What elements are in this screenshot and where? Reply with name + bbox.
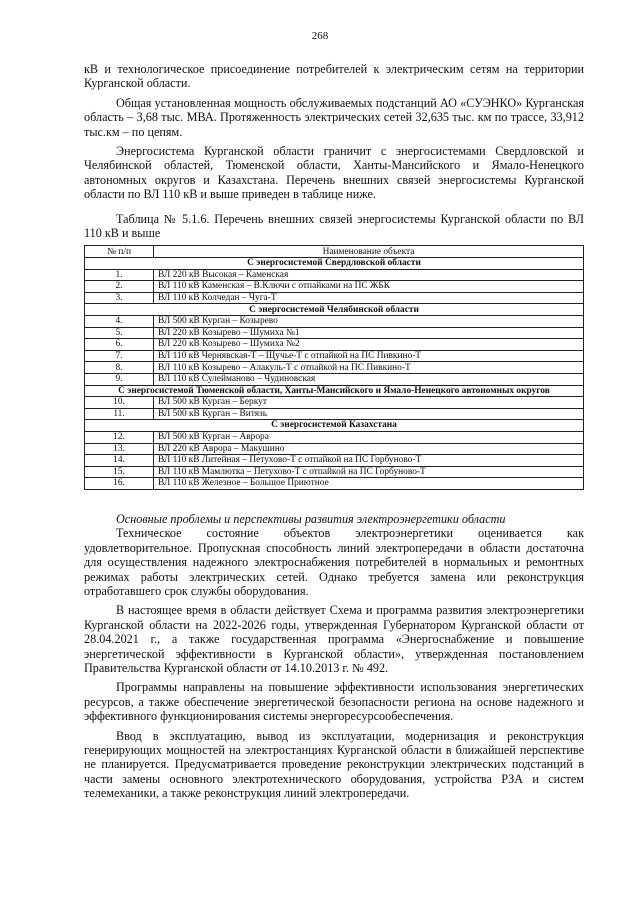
object-name: ВЛ 220 кВ Козырево – Шумиха №1 bbox=[154, 327, 584, 339]
object-name: ВЛ 110 кВ Железное – Большое Приютное bbox=[154, 478, 584, 490]
row-number: 3. bbox=[85, 292, 154, 304]
table-body bbox=[85, 258, 584, 490]
row-number: 15. bbox=[85, 466, 154, 478]
table-row bbox=[85, 362, 584, 374]
header-number: № п/п bbox=[85, 246, 154, 258]
row-number: 5. bbox=[85, 327, 154, 339]
object-name: ВЛ 500 кВ Курган – Козырево bbox=[154, 316, 584, 328]
object-name: ВЛ 220 кВ Высокая – Каменская bbox=[154, 269, 584, 281]
table-row bbox=[85, 408, 584, 420]
object-name: ВЛ 220 кВ Аврора – Макушино bbox=[154, 443, 584, 455]
object-name: ВЛ 110 кВ Козырево – Алакуль-Т с отпайкой на ПС Пивкино-Т bbox=[154, 362, 584, 374]
section-subheading: Основные проблемы и перспективы развития электроэнергетики области bbox=[116, 511, 506, 526]
group-title: С энергосистемой Казахстана bbox=[85, 420, 584, 432]
paragraph: В настоящее время в области действует Схема и программа развития электроэнергетики Курганской области на 2022-2026 годы, утвержденная Губернатором Курганской области от 28.04.2021 г., а также государственная программа «Энергоснабжение и повышение энергетической эффективности в Курганской области», утвержденная постановлением Правительства Курганской области от 14.10.2013 г. № 492. bbox=[84, 603, 584, 675]
table-group-row bbox=[85, 385, 584, 397]
paragraph: Общая установленная мощность обслуживаемых подстанций АО «СУЭНКО» Курганская область – 3,68 тыс. МВА. Протяженность электрических сетей 32,635 тыс. км по трассе, 33,912 тыс.км – по цепям. bbox=[84, 95, 584, 139]
row-number: 11. bbox=[85, 408, 154, 420]
row-number: 13. bbox=[85, 443, 154, 455]
paragraph: Программы направлены на повышение эффективности использования энергетических ресурсов, а также обеспечение энергетической безопасности региона на основе надежного и эффективного функционирования системы энергоресурсообеспечения. bbox=[84, 680, 584, 724]
object-name: ВЛ 110 кВ Литейная – Петухово-Т с отпайкой на ПС Горбуново-Т bbox=[154, 455, 584, 467]
document-body bbox=[84, 62, 584, 801]
row-number: 7. bbox=[85, 350, 154, 362]
header-object-name: Наименование объекта bbox=[154, 246, 584, 258]
object-name: ВЛ 220 кВ Козырево – Шумиха №2 bbox=[154, 339, 584, 351]
row-number: 2. bbox=[85, 281, 154, 293]
table-row bbox=[85, 327, 584, 339]
table-group-row bbox=[85, 420, 584, 432]
row-number: 14. bbox=[85, 455, 154, 467]
row-number: 16. bbox=[85, 478, 154, 490]
row-number: 9. bbox=[85, 374, 154, 386]
table-row bbox=[85, 397, 584, 409]
row-number: 12. bbox=[85, 431, 154, 443]
group-title: С энергосистемой Челябинской области bbox=[85, 304, 584, 316]
table-row bbox=[85, 316, 584, 328]
table-row bbox=[85, 292, 584, 304]
group-title: С энергосистемой Тюменской области, Ханты-Мансийского и Ямало-Ненецкого автономных округов bbox=[85, 385, 584, 397]
table-row bbox=[85, 281, 584, 293]
object-name: ВЛ 500 кВ Курган – Витязь bbox=[154, 408, 584, 420]
object-name: ВЛ 110 кВ Сулейманово – Чудиновская bbox=[154, 374, 584, 386]
table-row bbox=[85, 374, 584, 386]
table-row bbox=[85, 443, 584, 455]
table-row bbox=[85, 431, 584, 443]
table-row bbox=[85, 269, 584, 281]
paragraph: Техническое состояние объектов электроэнергетики оценивается как удовлетворительное. Пропускная способность линий электропередачи в области достаточна для осуществления надежного электроснабжения потребителей в нормальных и ремонтных режимах работы электрических сетей. Однако требуется замена или реконструкция отработавшего срок службы оборудования. bbox=[84, 526, 584, 598]
table-header-row bbox=[85, 246, 584, 258]
object-name: ВЛ 110 кВ Колчедан – Чуга-Т bbox=[154, 292, 584, 304]
table-row bbox=[85, 350, 584, 362]
object-name: ВЛ 110 кВ Чернявская-Т – Щучье-Т с отпайкой на ПС Пивкино-Т bbox=[154, 350, 584, 362]
row-number: 8. bbox=[85, 362, 154, 374]
table-row bbox=[85, 455, 584, 467]
row-number: 1. bbox=[85, 269, 154, 281]
paragraph: Энергосистема Курганской области граничит с энергосистемами Свердловской и Челябинской областей, Тюменской области, Ханты-Мансийского и Ямало-Ненецкого автономных округов и Казахстана. Перечень внешних связей энергосистемы Курганской области по ВЛ 110 кВ и выше приведен в таблице ниже. bbox=[84, 144, 584, 202]
object-name: ВЛ 500 кВ Курган – Беркут bbox=[154, 397, 584, 409]
table-row bbox=[85, 339, 584, 351]
table-row bbox=[85, 466, 584, 478]
group-title: С энергосистемой Свердловской области bbox=[85, 258, 584, 270]
object-name: ВЛ 110 кВ Мамлютка – Петухово-Т с отпайкой на ПС Горбуново-Т bbox=[154, 466, 584, 478]
external-links-table bbox=[84, 245, 584, 489]
paragraph: Ввод в эксплуатацию, вывод из эксплуатации, модернизация и реконструкция генерирующих мощностей на электростанциях Курганской области в ближайшей перспективе не планируется. Предусматривается проведение реконструкции электрических подстанций в части замены основного электротехнического оборудования, устройства РЗА и систем телемеханики, а также реконструкция линий электропередачи. bbox=[84, 728, 584, 801]
table-row bbox=[85, 478, 584, 490]
table-group-row bbox=[85, 304, 584, 316]
row-number: 4. bbox=[85, 316, 154, 328]
table-group-row bbox=[85, 258, 584, 270]
object-name: ВЛ 500 кВ Курган – Аврора bbox=[154, 431, 584, 443]
page-number: 268 bbox=[311, 30, 329, 42]
table-caption: Таблица № 5.1.6. Перечень внешних связей энергосистемы Курганской области по ВЛ 110 кВ и выше bbox=[84, 211, 584, 241]
paragraph: кВ и технологическое присоединение потребителей к электрическим сетям на территории Курганской области. bbox=[84, 62, 584, 91]
row-number: 6. bbox=[85, 339, 154, 351]
object-name: ВЛ 110 кВ Каменская – В.Ключи с отпайками на ПС ЖБК bbox=[154, 281, 584, 293]
row-number: 10. bbox=[85, 397, 154, 409]
